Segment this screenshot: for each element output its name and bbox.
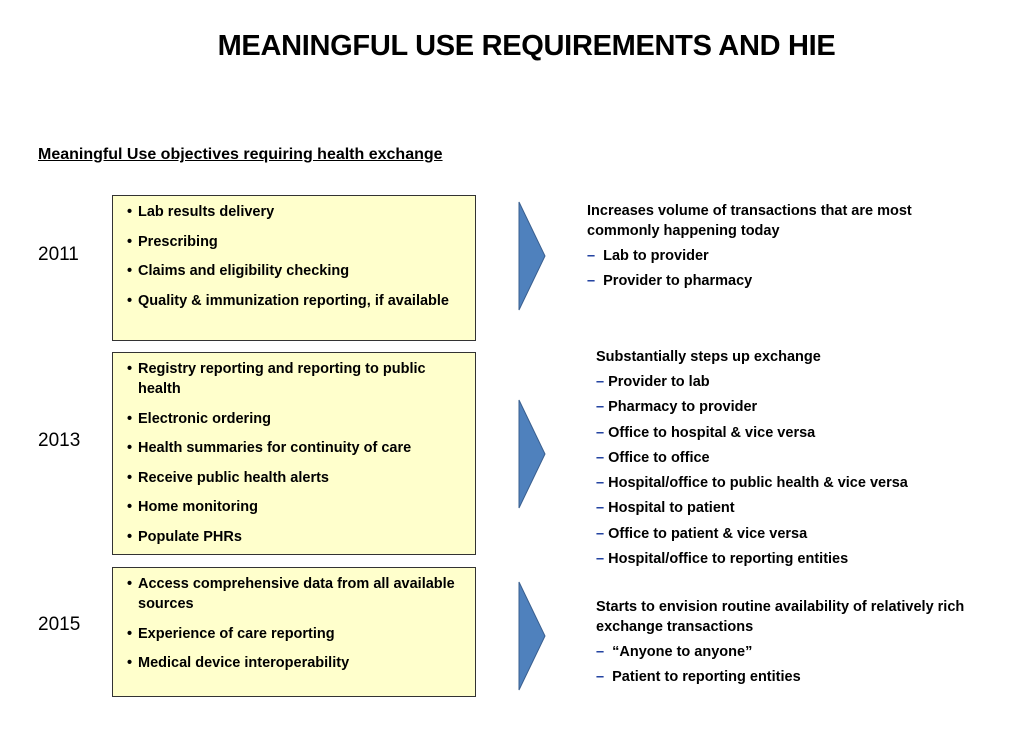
summary-text: Increases volume of transactions that are most commonly happening today xyxy=(587,203,912,239)
summary-text: Starts to envision routine availability of relatively rich exchange transactions xyxy=(596,599,965,635)
objective-item: • Health summaries for continuity of care xyxy=(127,438,465,458)
exchange-item: – Hospital/office to reporting entities xyxy=(596,551,849,568)
objective-item: • Registry reporting and reporting to public health xyxy=(127,359,465,399)
page-title: MEANINGFUL USE REQUIREMENTS AND HIE xyxy=(217,30,836,62)
objective-item: • Electronic ordering xyxy=(127,409,465,429)
year-label-2011: 2011 xyxy=(38,244,79,265)
year-label-2015: 2015 xyxy=(38,614,81,635)
year-label-2013: 2013 xyxy=(38,430,81,451)
objectives-box-2015 xyxy=(112,567,476,697)
objective-item: • Receive public health alerts xyxy=(127,468,465,488)
exchange-item: – Office to hospital & vice versa xyxy=(596,424,816,441)
exchange-item: – Office to office xyxy=(596,449,710,466)
exchange-item: – Provider to pharmacy xyxy=(587,273,753,290)
exchange-summary-2011 xyxy=(587,201,967,297)
objective-item: • Experience of care reporting xyxy=(127,624,465,644)
objective-item: • Prescribing xyxy=(127,232,465,252)
exchange-item: – Provider to lab xyxy=(596,374,710,390)
exchange-item: – Pharmacy to provider xyxy=(596,399,758,416)
objective-item: • Access comprehensive data from all available sources xyxy=(127,574,465,614)
exchange-item: – Office to patient & vice versa xyxy=(596,525,808,542)
arrow-2013 xyxy=(518,398,548,510)
summary-text: Substantially steps up exchange xyxy=(596,349,821,365)
objectives-box-2011 xyxy=(112,195,476,341)
objectives-box-2013 xyxy=(112,352,476,555)
objective-item: • Quality & immunization reporting, if available xyxy=(127,291,465,311)
arrow-2015 xyxy=(518,580,548,692)
exchange-summary-2015 xyxy=(596,597,996,693)
objective-item: • Claims and eligibility checking xyxy=(127,261,465,281)
objective-item: • Lab results delivery xyxy=(127,202,465,222)
exchange-item: – “Anyone to anyone” xyxy=(596,644,753,660)
objective-item: • Medical device interoperability xyxy=(127,653,465,673)
objective-item: • Populate PHRs xyxy=(127,527,465,547)
exchange-item: – Hospital to patient xyxy=(596,500,735,517)
objective-item: • Home monitoring xyxy=(127,497,465,517)
section-subtitle: Meaningful Use objectives requiring health exchange xyxy=(38,146,443,163)
exchange-summary-2013 xyxy=(596,347,996,574)
exchange-item: – Lab to provider xyxy=(587,248,709,264)
arrow-2011 xyxy=(518,200,548,312)
exchange-item: – Patient to reporting entities xyxy=(596,669,801,686)
exchange-item: – Hospital/office to public health & vice versa xyxy=(596,475,908,492)
